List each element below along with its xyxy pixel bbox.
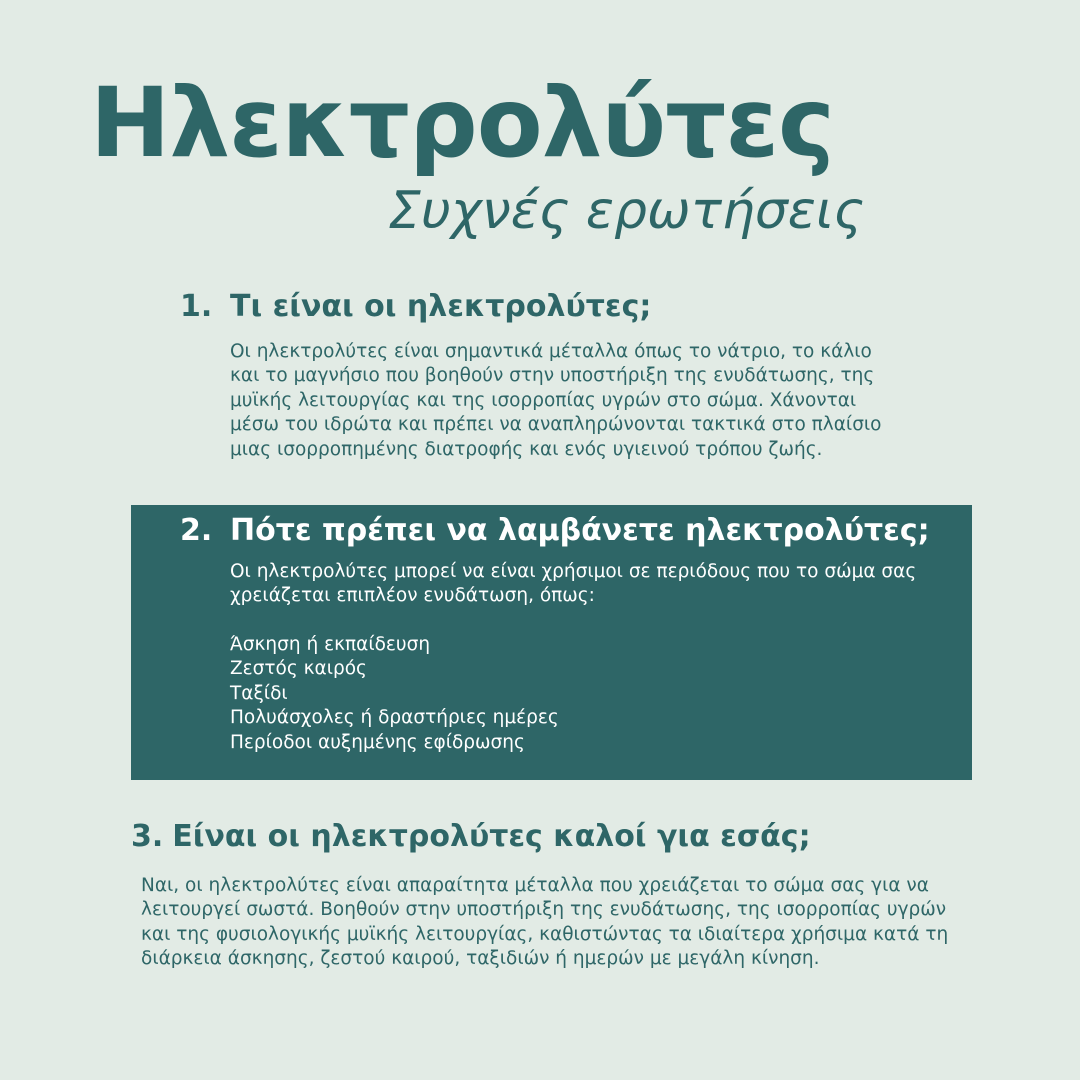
faq-question-3 bbox=[131, 818, 971, 856]
faq-question-text-1: Τι είναι οι ηλεκτρολύτες; bbox=[230, 289, 652, 324]
faq-answer-2 bbox=[230, 560, 940, 756]
faq-number-1: 1. bbox=[180, 289, 213, 324]
faq-list bbox=[230, 633, 940, 756]
page-title: Ηλεκτρολύτες bbox=[90, 67, 834, 179]
faq-answer-1 bbox=[230, 340, 900, 463]
faq-answer-text-3: Ναι, οι ηλεκτρολύτες είναι απαραίτητα μέταλλα που χρειάζεται το σώμα σας για να λειτουργεί σωστά. Βοηθούν στην υποστήριξη της ενυδάτωσης, της ισορροπίας υγρών και της φυσιολογικής μυϊκής λειτουργίας, καθιστώντας τα ιδιαίτερα χρήσιμα κατά τη διάρκεια άσκησης, ζεστού καιρού, ταξιδιών ή ημερών με μεγάλη κίνηση. bbox=[141, 874, 949, 969]
faq-question-text-2: Πότε πρέπει να λαμβάνετε ηλεκτρολύτες; bbox=[230, 513, 930, 548]
faq-item-1 bbox=[180, 288, 900, 462]
faq-list-item: Ζεστός καιρός bbox=[230, 658, 367, 679]
page-subtitle: Συχνές ερωτήσεις bbox=[388, 181, 865, 241]
faq-answer-3 bbox=[141, 874, 971, 972]
faq-list-item: Ταξίδι bbox=[230, 682, 288, 704]
faq-question-text-3: Είναι οι ηλεκτρολύτες καλοί για εσάς; bbox=[172, 819, 811, 854]
faq-number-2: 2. bbox=[180, 513, 213, 548]
faq-list-item: Πολυάσχολες ή δραστήριες ημέρες bbox=[230, 707, 559, 728]
faq-item-3 bbox=[131, 818, 971, 972]
faq-question-2 bbox=[180, 512, 940, 550]
faq-number-3: 3. bbox=[131, 819, 164, 854]
faq-question-1 bbox=[180, 288, 900, 326]
faq-answer-text-2: Οι ηλεκτρολύτες μπορεί να είναι χρήσιμοι σε περιόδους που το σώμα σας χρειάζεται επιπλέον ενυδάτωση, όπως: bbox=[230, 560, 917, 606]
faq-list-item: Περίοδοι αυξημένης εφίδρωσης bbox=[230, 731, 525, 753]
faq-answer-text-1: Οι ηλεκτρολύτες είναι σημαντικά μέταλλα όπως το νάτριο, το κάλιο και το μαγνήσιο που βοηθούν στην υποστήριξη της ενυδάτωσης, της μυϊκής λειτουργίας και της ισορροπίας υγρών στο σώμα. Χάνονται μέσω του ιδρώτα και πρέπει να αναπληρώνονται τακτικά στο πλαίσιο μιας ισορροπημένης διατροφής και ενός υγιεινού τρόπου ζωής. bbox=[230, 340, 882, 460]
faq-list-item: Άσκηση ή εκπαίδευση bbox=[230, 633, 431, 655]
faq-item-2 bbox=[180, 512, 940, 755]
